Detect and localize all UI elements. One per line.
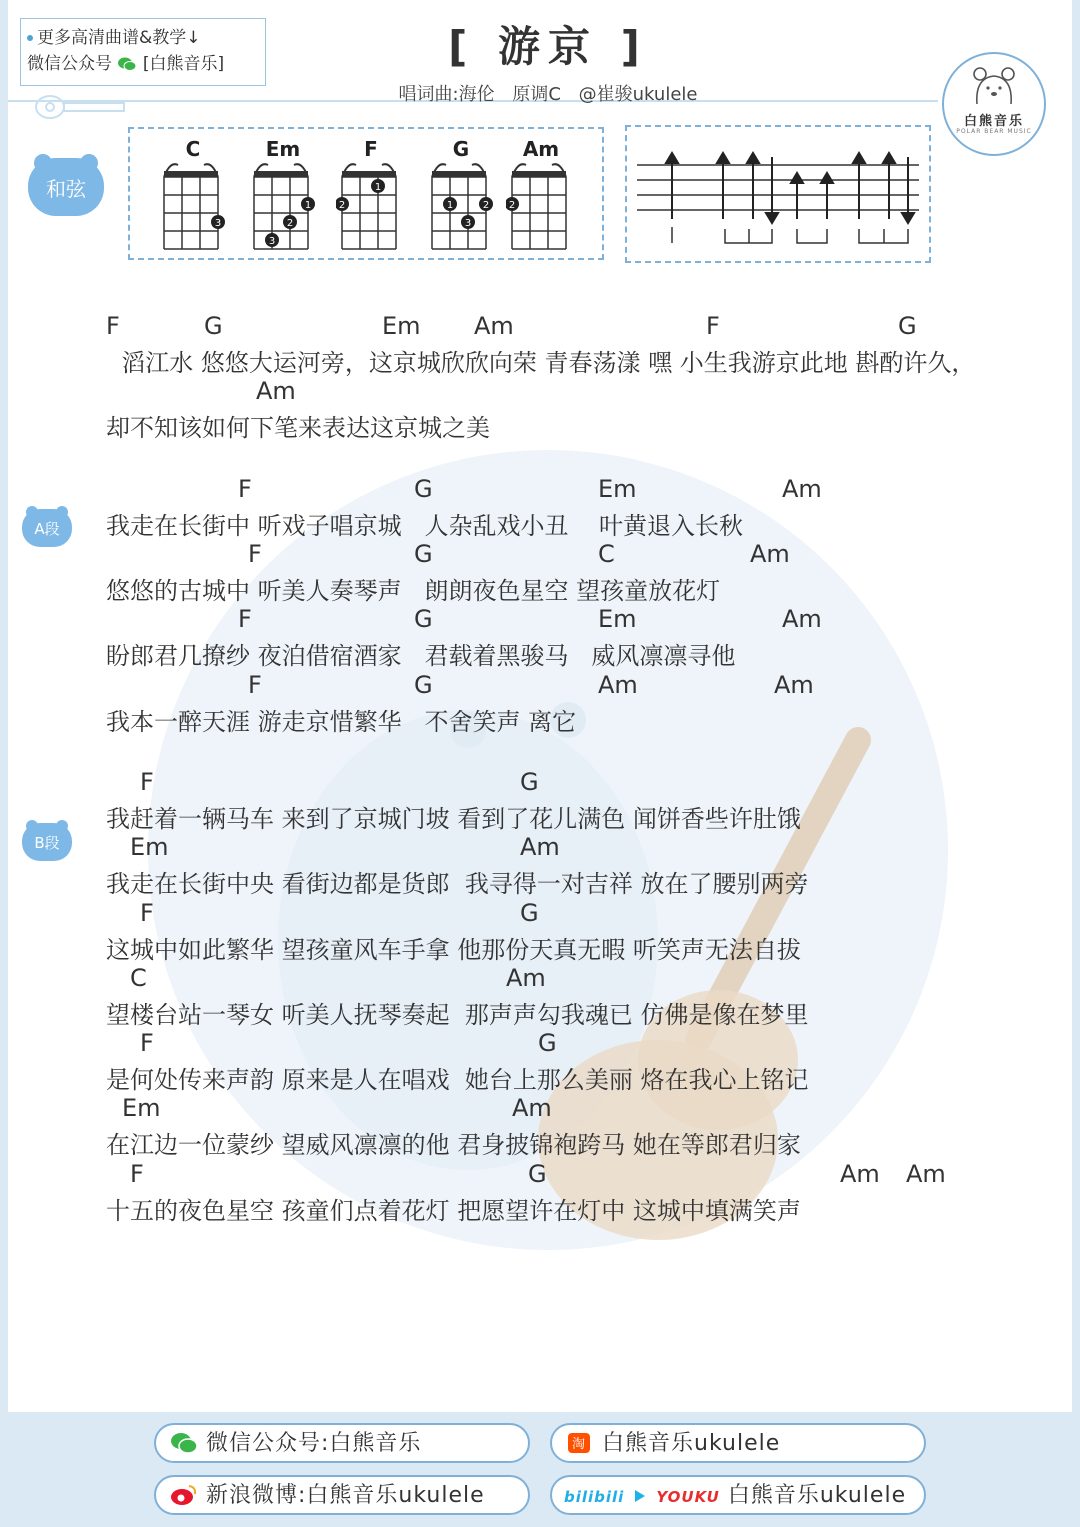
chord-symbol: G <box>414 475 433 503</box>
chord-line <box>106 605 1066 635</box>
chord-symbol: Am <box>782 475 822 503</box>
chord-symbol: G <box>414 605 433 633</box>
lyric-line: 我赶着一辆马车 来到了京城门坡 看到了花儿满色 闻饼香些许肚饿 <box>106 805 801 833</box>
chord-symbol: Em <box>598 605 637 633</box>
lyric-line: 我走在长街中央 看街边都是货郎 我寻得一对吉祥 放在了腰别两旁 <box>106 870 809 898</box>
svg-text:1: 1 <box>374 182 382 193</box>
svg-text:3: 3 <box>214 218 222 229</box>
svg-text:1: 1 <box>304 200 312 211</box>
chord-symbol: Am <box>474 312 514 340</box>
chord-symbol: F <box>140 899 154 927</box>
chord-symbol: F <box>140 1029 154 1057</box>
wechat-link[interactable] <box>154 1423 530 1463</box>
writer-credit: 唱词曲:海伦 <box>398 84 495 105</box>
chord-symbol: G <box>538 1029 557 1057</box>
chord-line <box>106 964 1066 994</box>
finger-dot <box>479 197 493 211</box>
strum-pattern-diagram <box>627 127 929 261</box>
chord-diagram-c <box>158 129 228 254</box>
chord-symbol: Am <box>774 671 814 699</box>
lyric-line: 十五的夜色星空 孩童们点着花灯 把愿望许在灯中 这城中填满笑声 <box>106 1197 801 1225</box>
chord-symbol: F <box>238 605 252 633</box>
chord-symbol: F <box>140 768 154 796</box>
chord-symbol: Am <box>256 377 296 405</box>
fretboard <box>506 159 576 254</box>
chord-line <box>106 1160 1066 1190</box>
fretboard <box>158 159 228 254</box>
finger-dot <box>283 215 297 229</box>
song-title: [ 游京 ] <box>448 22 648 71</box>
lyric-line: 望楼台站一琴女 听美人抚琴奏起 那声声勾我魂已 仿佛是像在梦里 <box>106 1001 809 1029</box>
chord-line <box>106 377 1066 407</box>
promo-text-2b: [白熊音乐] <box>142 54 225 74</box>
chord-diagram-am <box>506 129 576 254</box>
chord-symbol: G <box>520 899 539 927</box>
lyric-line: 是何处传来声韵 原来是人在唱戏 她台上那么美丽 烙在我心上铭记 <box>106 1066 809 1094</box>
chord-symbol: Am <box>750 540 790 568</box>
chord-symbol: G <box>520 768 539 796</box>
chord-line <box>106 475 1066 505</box>
chord-name: Em <box>265 137 301 161</box>
promo-text-1: 更多高清曲谱&教学↓ <box>37 28 201 48</box>
chord-symbol: Am <box>512 1094 552 1122</box>
chord-symbol: F <box>248 540 262 568</box>
chord-symbol: G <box>204 312 223 340</box>
lyric-line: 这城中如此繁华 望孩童风车手拿 他那份天真无暇 听笑声无法自拔 <box>106 936 801 964</box>
wechat-icon <box>170 1432 198 1454</box>
finger-dot <box>301 197 315 211</box>
svg-text:2: 2 <box>286 218 294 229</box>
chord-line <box>106 312 1066 342</box>
chord-symbol: Am <box>906 1160 946 1188</box>
weibo-icon <box>170 1484 198 1506</box>
chord-diagram-em <box>248 129 318 254</box>
lyric-line: 盼郎君几撩纱 夜泊借宿酒家 君载着黑骏马 威风凛凛寻他 <box>106 642 736 670</box>
chord-symbol: F <box>106 312 120 340</box>
svg-text:1: 1 <box>446 200 454 211</box>
logo-subtitle: POLAR BEAR MUSIC <box>956 128 1032 135</box>
chord-line <box>106 1094 1066 1124</box>
svg-text:3: 3 <box>464 218 472 229</box>
svg-text:2: 2 <box>482 200 490 211</box>
finger-dot <box>211 215 225 229</box>
section-a-label: A段 <box>22 509 72 547</box>
play-icon <box>635 1490 645 1502</box>
promo-text-2a: 微信公众号 <box>27 54 112 74</box>
chord-line <box>106 833 1066 863</box>
chord-diagram-f <box>336 129 406 254</box>
chord-symbol: C <box>598 540 615 568</box>
chord-symbol: G <box>414 671 433 699</box>
lyric-line: 却不知该如何下笔来表达这京城之美 <box>106 414 490 442</box>
finger-dot <box>336 197 349 211</box>
chord-symbol: Em <box>122 1094 161 1122</box>
lyric-line: 在江边一位蒙纱 望威风凛凛的他 君身披锦袍跨马 她在等郎君归家 <box>106 1131 801 1159</box>
arranger-credit: @崔骏ukulele <box>578 84 698 105</box>
chord-symbol: F <box>238 475 252 503</box>
finger-dot <box>506 197 519 211</box>
chords-label: 和弦 <box>28 158 104 216</box>
chord-symbol: F <box>248 671 262 699</box>
fretboard <box>248 159 318 254</box>
chord-line <box>106 899 1066 929</box>
chord-name: G <box>452 137 470 161</box>
chord-name: F <box>364 137 378 161</box>
chord-line <box>106 671 1066 701</box>
chord-diagrams <box>128 127 604 260</box>
finger-dot <box>371 179 385 193</box>
song-sheet <box>8 0 1072 1412</box>
brand-logo <box>942 52 1046 156</box>
chord-symbol: G <box>898 312 917 340</box>
taobao-icon <box>566 1432 594 1454</box>
chord-symbol: C <box>130 964 147 992</box>
chord-line <box>106 1029 1066 1059</box>
weibo-link[interactable] <box>154 1475 530 1515</box>
polar-bear-icon <box>971 64 1017 108</box>
chord-symbol: Em <box>130 833 169 861</box>
lyric-line: 滔江水 悠悠大运河旁，这京城欣欣向荣 青春荡漾 嘿 小生我游京此地 斟酌许久， <box>106 349 976 377</box>
song-credits <box>8 80 1072 106</box>
svg-text:2: 2 <box>338 200 346 211</box>
chord-symbol: Am <box>520 833 560 861</box>
chord-line <box>106 540 1066 570</box>
weibo-label: 新浪微博:白熊音乐ukulele <box>206 1483 485 1508</box>
bilibili-icon: bilibili <box>564 1488 625 1506</box>
chord-symbol: Em <box>598 475 637 503</box>
video-link[interactable] <box>550 1475 926 1515</box>
chord-symbol: Em <box>382 312 421 340</box>
lyric-line: 悠悠的古城中 听美人奏琴声 朗朗夜色星空 望孩童放花灯 <box>106 577 721 605</box>
svg-text:3: 3 <box>268 236 276 247</box>
chord-symbol: G <box>414 540 433 568</box>
fretboard <box>336 159 406 254</box>
chord-symbol: G <box>528 1160 547 1188</box>
chord-line <box>106 768 1066 798</box>
taobao-link[interactable] <box>550 1423 926 1463</box>
lyric-line: 我本一醉天涯 游走京惜繁华 不舍笑声 离它 <box>106 708 577 736</box>
chord-diagram-g <box>426 129 496 254</box>
youku-icon: YOUKU <box>656 1488 720 1506</box>
svg-text:淘: 淘 <box>571 1437 587 1452</box>
wechat-label: 微信公众号:白熊音乐 <box>206 1431 422 1456</box>
chord-symbol: Am <box>598 671 638 699</box>
svg-text:2: 2 <box>508 200 516 211</box>
chord-symbol: Am <box>782 605 822 633</box>
finger-dot <box>461 215 475 229</box>
chord-symbol: F <box>130 1160 144 1188</box>
fretboard <box>426 159 496 254</box>
section-b-label: B段 <box>22 823 72 861</box>
strum-pattern <box>625 125 931 263</box>
original-key: 原调C <box>512 84 561 105</box>
finger-dot <box>265 233 279 247</box>
chord-name: Am <box>522 137 560 161</box>
lyric-line: 我走在长街中 听戏子唱京城 人杂乱戏小丑 叶黄退入长秋 <box>106 512 744 540</box>
taobao-label: 白熊音乐ukulele <box>602 1431 781 1456</box>
finger-dot <box>443 197 457 211</box>
chord-symbol: Am <box>506 964 546 992</box>
chord-name: C <box>185 137 201 161</box>
video-label: 白熊音乐ukulele <box>727 1483 907 1508</box>
chord-symbol: Am <box>840 1160 880 1188</box>
logo-name: 白熊音乐 <box>963 114 1024 129</box>
chord-symbol: F <box>706 312 720 340</box>
